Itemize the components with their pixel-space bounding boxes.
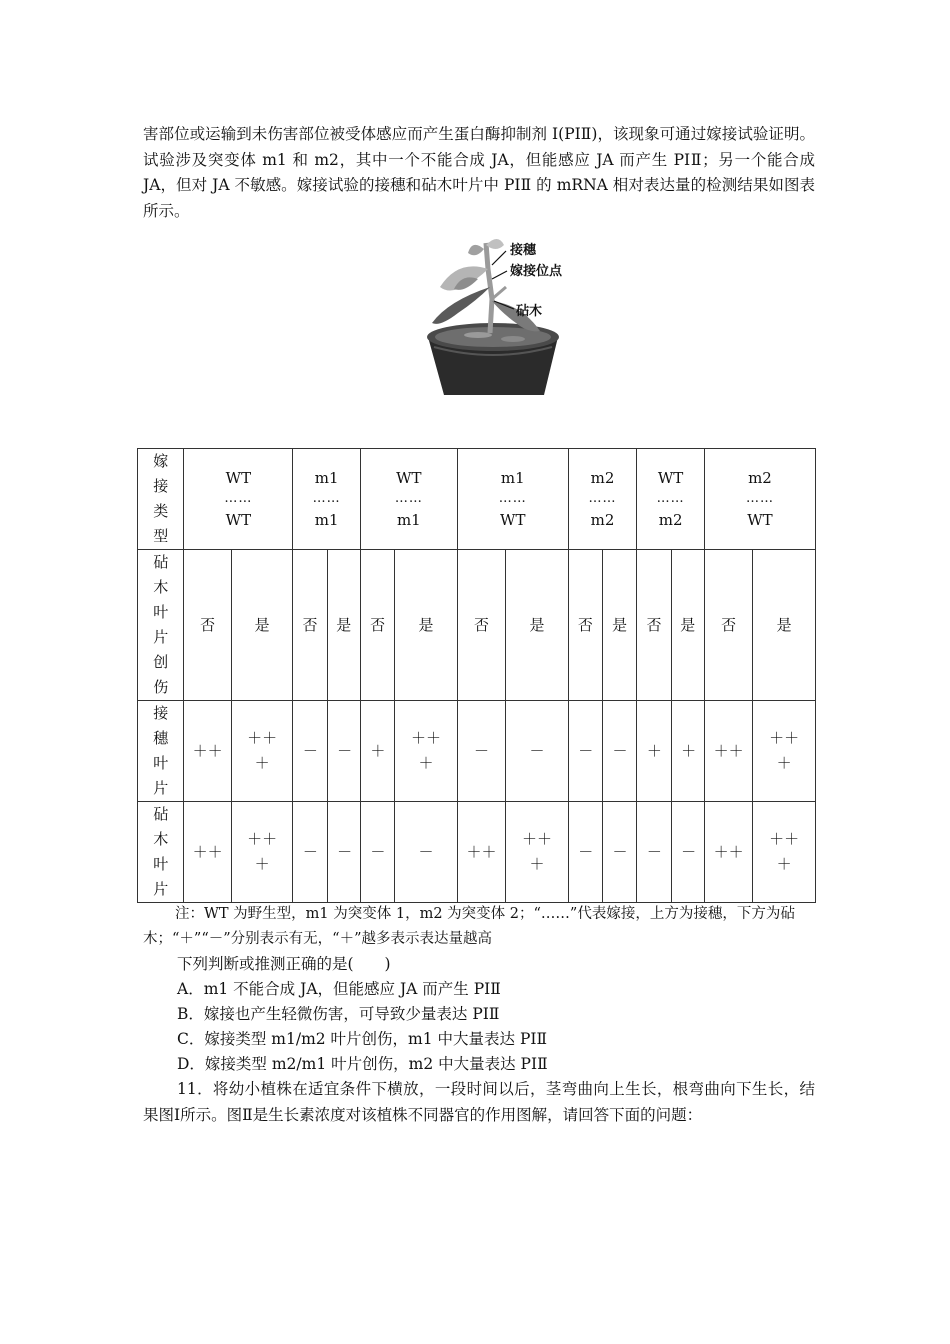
scion-cell: ＋＋＋: [231, 701, 293, 802]
rootstock-cell: －: [568, 802, 602, 903]
wound-cell: 是: [506, 550, 569, 701]
scion-cell: ＋＋＋: [753, 701, 816, 802]
scion-cell: －: [293, 701, 327, 802]
row-rootstock-wound: [138, 550, 816, 701]
row-graft-type: [138, 449, 816, 550]
rootstock-cell: －: [671, 802, 704, 903]
intro-paragraph: 害部位或运输到未伤害部位被受体感应而产生蛋白酶抑制剂 I(PIⅡ)，该现象可通过嫁接试验证明。试验涉及突变体 m1 和 m2，其中一个不能合成 JA，但能感应 JA 而产生 PIⅡ；另一个能合成 JA，但对 JA 不敏感。嫁接试验的接穗和砧木叶片中 PIⅡ 的 mRNA 相对表达量的检测结果如图表所示。: [143, 125, 815, 220]
wound-cell: 是: [753, 550, 816, 701]
label-rootstock: 砧木: [516, 304, 543, 319]
graft-type-cell: WT …… WT: [184, 449, 293, 550]
wound-cell: 否: [568, 550, 602, 701]
wound-cell: 否: [184, 550, 231, 701]
rootstock-cell: －: [637, 802, 671, 903]
table-note: 注：WT 为野生型，m1 为突变体 1，m2 为突变体 2；“……”代表嫁接，上方为接穗，下方为砧木；“＋”“－”分别表示有无，“＋”越多表示表达量越高: [143, 906, 795, 947]
rootstock-cell: ＋＋＋: [753, 802, 816, 903]
scion-cell: ＋: [671, 701, 704, 802]
wound-cell: 否: [360, 550, 394, 701]
scion-cell: ＋: [637, 701, 671, 802]
graft-type-cell: m1 …… m1: [293, 449, 361, 550]
row-header-rootstock: 砧木叶片: [138, 802, 184, 903]
scion-cell: ＋＋: [184, 701, 231, 802]
graft-type-cell: m2 …… WT: [704, 449, 815, 550]
wound-cell: 否: [457, 550, 505, 701]
wound-cell: 否: [293, 550, 327, 701]
rootstock-cell: ＋＋＋: [506, 802, 569, 903]
rootstock-cell: ＋＋: [704, 802, 752, 903]
graft-type-cell: WT …… m1: [360, 449, 457, 550]
scion-cell: ＋＋＋: [395, 701, 458, 802]
row-header-scion: 接穗叶片: [138, 701, 184, 802]
row-scion-leaf: [138, 701, 816, 802]
wound-cell: 是: [395, 550, 458, 701]
scion-cell: ＋: [360, 701, 394, 802]
scion-cell: ＋＋: [704, 701, 752, 802]
potted-plant-illustration: [418, 229, 578, 401]
rootstock-cell: －: [360, 802, 394, 903]
graft-results-table: [137, 448, 816, 903]
row-rootstock-leaf: [138, 802, 816, 903]
rootstock-cell: －: [327, 802, 360, 903]
rootstock-cell: －: [395, 802, 458, 903]
question-11: 11．将幼小植株在适宜条件下横放，一段时间以后，茎弯曲向上生长，根弯曲向下生长，结果图Ⅰ所示。图Ⅱ是生长素浓度对该植株不同器官的作用图解，请回答下面的问题：: [143, 1080, 815, 1124]
rootstock-cell: －: [603, 802, 637, 903]
wound-cell: 否: [704, 550, 752, 701]
option-d: D．嫁接类型 m2/m1 叶片创伤，m2 中大量表达 PIⅡ: [177, 1055, 548, 1073]
label-graft-point: 嫁接位点: [510, 264, 563, 279]
rootstock-cell: －: [293, 802, 327, 903]
scion-cell: －: [506, 701, 569, 802]
question-stem: 下列判断或推测正确的是( ): [177, 955, 391, 973]
rootstock-cell: ＋＋＋: [231, 802, 293, 903]
scion-cell: －: [568, 701, 602, 802]
scion-cell: －: [457, 701, 505, 802]
row-header-wound: 砧木叶片创伤: [138, 550, 184, 701]
wound-cell: 是: [671, 550, 704, 701]
graft-type-cell: m2 …… m2: [568, 449, 637, 550]
wound-cell: 否: [637, 550, 671, 701]
graft-type-cell: WT …… m2: [637, 449, 705, 550]
rootstock-cell: ＋＋: [457, 802, 505, 903]
label-scion: 接穗: [510, 243, 537, 258]
wound-cell: 是: [231, 550, 293, 701]
option-c: C．嫁接类型 m1/m2 叶片创伤，m1 中大量表达 PIⅡ: [177, 1030, 548, 1048]
scion-cell: －: [327, 701, 360, 802]
option-b: B．嫁接也产生轻微伤害，可导致少量表达 PIⅡ: [177, 1005, 500, 1023]
wound-cell: 是: [603, 550, 637, 701]
wound-cell: 是: [327, 550, 360, 701]
graft-figure: [418, 229, 578, 401]
rootstock-cell: ＋＋: [184, 802, 231, 903]
graft-type-cell: m1 …… WT: [457, 449, 568, 550]
scion-cell: －: [603, 701, 637, 802]
row-header-graft-type: 嫁接类型: [138, 449, 184, 550]
option-a: A．m1 不能合成 JA，但能感应 JA 而产生 PIⅡ: [177, 980, 501, 998]
